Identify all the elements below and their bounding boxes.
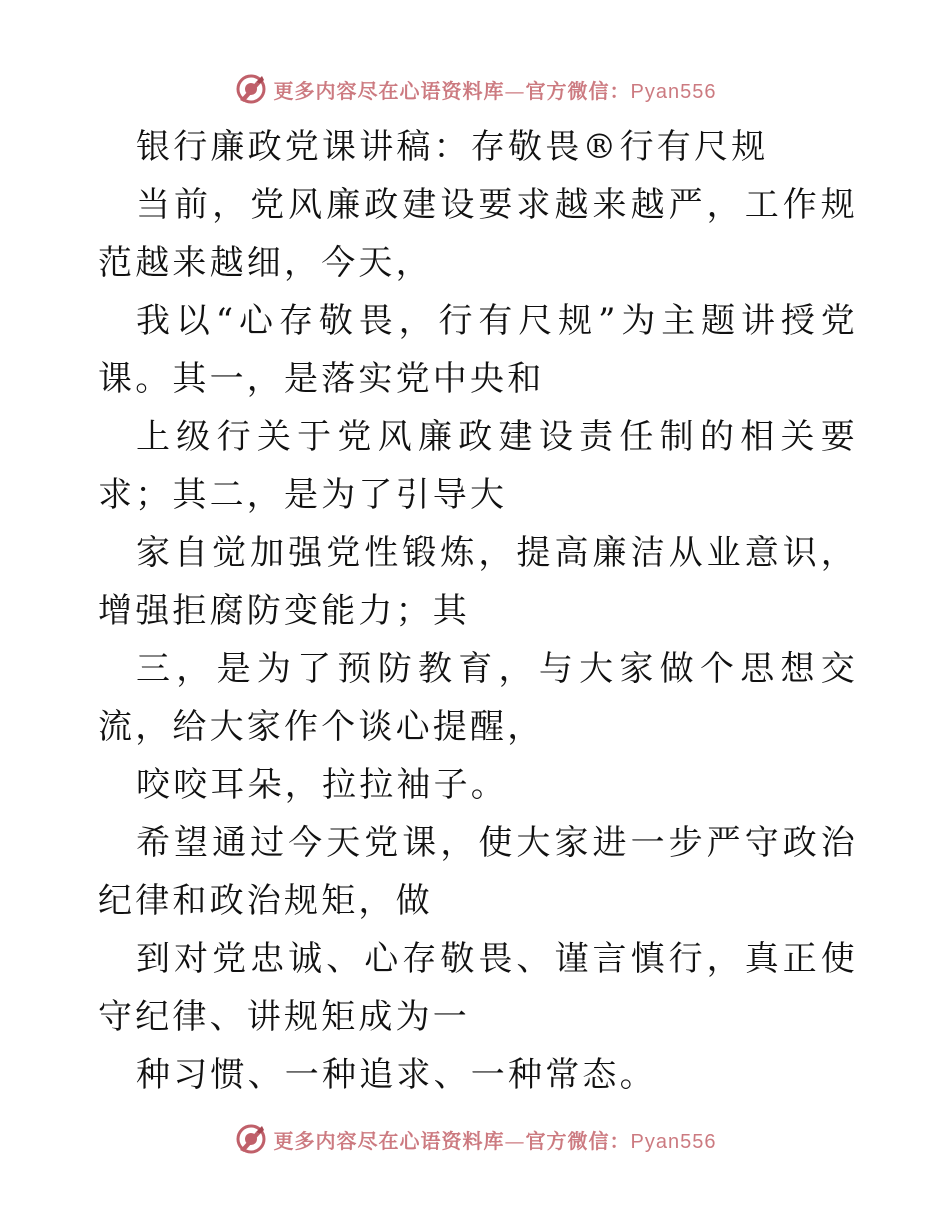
paragraph: 我以“心存敬畏，行有尺规”为主题讲授党课。其一，是落实党中央和	[98, 301, 858, 399]
paragraph: 当前，党风廉政建设要求越来越严，工作规范越来越细，今天，	[98, 185, 858, 283]
paragraph: 咬咬耳朵，拉拉袖子。	[136, 765, 508, 805]
header-watermark	[0, 72, 950, 106]
watermark-text: 更多内容尽在心语资料库—官方微信：Pyan556	[273, 1128, 717, 1153]
paragraph: 家自觉加强党性锻炼，提高廉洁从业意识，增强拒腐防变能力；其	[98, 533, 858, 631]
document-body	[98, 118, 858, 1104]
paragraph: 种习惯、一种追求、一种常态。	[136, 1055, 657, 1095]
pen-logo-icon	[234, 72, 268, 106]
watermark-text: 更多内容尽在心语资料库—官方微信：Pyan556	[273, 78, 717, 103]
paragraph: 三，是为了预防教育，与大家做个思想交流，给大家作个谈心提醒，	[98, 649, 858, 747]
paragraph: 到对党忠诚、心存敬畏、谨言慎行，真正使守纪律、讲规矩成为一	[98, 939, 858, 1037]
paragraph: 上级行关于党风廉政建设责任制的相关要求；其二，是为了引导大	[98, 417, 858, 515]
document-title: 银行廉政党课讲稿：存敬畏®行有尺规	[136, 127, 769, 167]
footer-watermark	[0, 1122, 950, 1156]
pen-logo-icon	[234, 1122, 268, 1156]
paragraph: 希望通过今天党课，使大家进一步严守政治纪律和政治规矩，做	[98, 823, 858, 921]
